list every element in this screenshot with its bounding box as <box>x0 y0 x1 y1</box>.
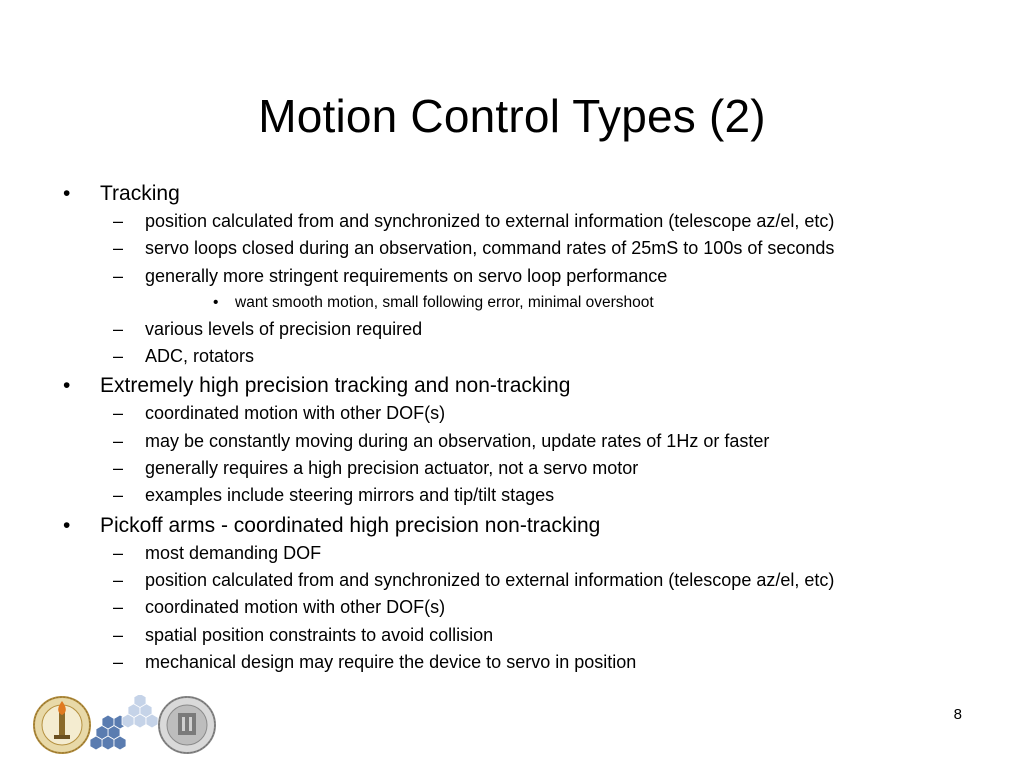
sub-item-text: generally more stringent requirements on servo loop performance <box>145 265 668 286</box>
dash-icon: – <box>113 346 124 367</box>
sub-item <box>60 316 1000 343</box>
sub-item <box>60 482 1000 509</box>
dash-icon: – <box>113 485 124 506</box>
sub-item <box>60 540 1000 567</box>
slide-title: Motion Control Types (2) <box>258 90 766 142</box>
sub-list <box>100 400 1000 509</box>
sub-sub-list <box>145 291 1000 314</box>
dash-icon: – <box>113 624 124 645</box>
dash-icon: – <box>113 458 124 479</box>
dash-icon: – <box>113 597 124 618</box>
sub-list <box>100 540 1000 676</box>
sub-item <box>60 594 1000 621</box>
university-of-california-seal-logo <box>159 697 215 753</box>
bullet-text: Pickoff arms - coordinated high precision non-tracking <box>100 513 601 537</box>
sub-item-text: position calculated from and synchronized to external information (telescope az/el, etc) <box>145 569 835 590</box>
dash-icon: – <box>113 238 124 259</box>
dash-icon: – <box>113 651 124 672</box>
bullet-text: Extremely high precision tracking and non-tracking <box>100 374 571 398</box>
dash-icon: – <box>113 403 124 424</box>
sub-item <box>60 235 1000 262</box>
sub-item <box>60 567 1000 594</box>
bullet-icon: • <box>63 513 71 537</box>
sub-item-text: coordinated motion with other DOF(s) <box>145 597 446 618</box>
sub-item-text: generally requires a high precision actuator, not a servo motor <box>145 458 639 479</box>
sub-sub-item-text: want smooth motion, small following error, minimal overshoot <box>235 293 654 311</box>
dash-icon: – <box>113 542 124 563</box>
sub-item <box>60 649 1000 676</box>
dash-icon: – <box>113 318 124 339</box>
bullet-text: Tracking <box>100 182 180 205</box>
sub-item-text: servo loops closed during an observation, command rates of 25mS to 100s of seconds <box>145 238 835 259</box>
sub-item-text: may be constantly moving during an observation, update rates of 1Hz or faster <box>145 430 770 451</box>
sub-item-text: spatial position constraints to avoid collision <box>145 624 494 645</box>
sub-item <box>60 428 1000 455</box>
sub-item <box>60 400 1000 427</box>
page-number: 8 <box>953 706 962 723</box>
sub-item-text: examples include steering mirrors and tip/tilt stages <box>145 485 555 506</box>
dash-icon: – <box>113 211 124 231</box>
sub-item-text: position calculated from and synchronized to external information (telescope az/el, etc) <box>145 211 835 231</box>
bullet-item <box>60 372 1000 509</box>
sub-item-text: various levels of precision required <box>145 318 423 339</box>
sub-item <box>60 622 1000 649</box>
bullet-item <box>60 512 1000 676</box>
bullet-icon: • <box>63 182 71 205</box>
sub-item-text: mechanical design may require the device to servo in position <box>145 651 637 672</box>
logos <box>32 695 217 755</box>
dash-icon: – <box>113 265 124 286</box>
small-bullet-icon: • <box>213 293 219 311</box>
sub-item <box>60 263 1000 314</box>
bullet-item <box>60 180 1000 370</box>
caltech-seal-logo <box>34 697 90 753</box>
dash-icon: – <box>113 430 124 451</box>
bullet-list <box>60 178 1000 676</box>
sub-item-text: coordinated motion with other DOF(s) <box>145 403 446 424</box>
sub-item-text: most demanding DOF <box>145 542 322 563</box>
sub-item <box>60 343 1000 370</box>
sub-item-text: ADC, rotators <box>145 346 255 367</box>
sub-list <box>100 208 1000 370</box>
dash-icon: – <box>113 569 124 590</box>
sub-item <box>60 208 1000 235</box>
sub-item <box>60 455 1000 482</box>
bullet-icon: • <box>63 374 71 398</box>
hexagon-mirror-logo <box>90 695 158 750</box>
sub-sub-item <box>105 291 1000 314</box>
